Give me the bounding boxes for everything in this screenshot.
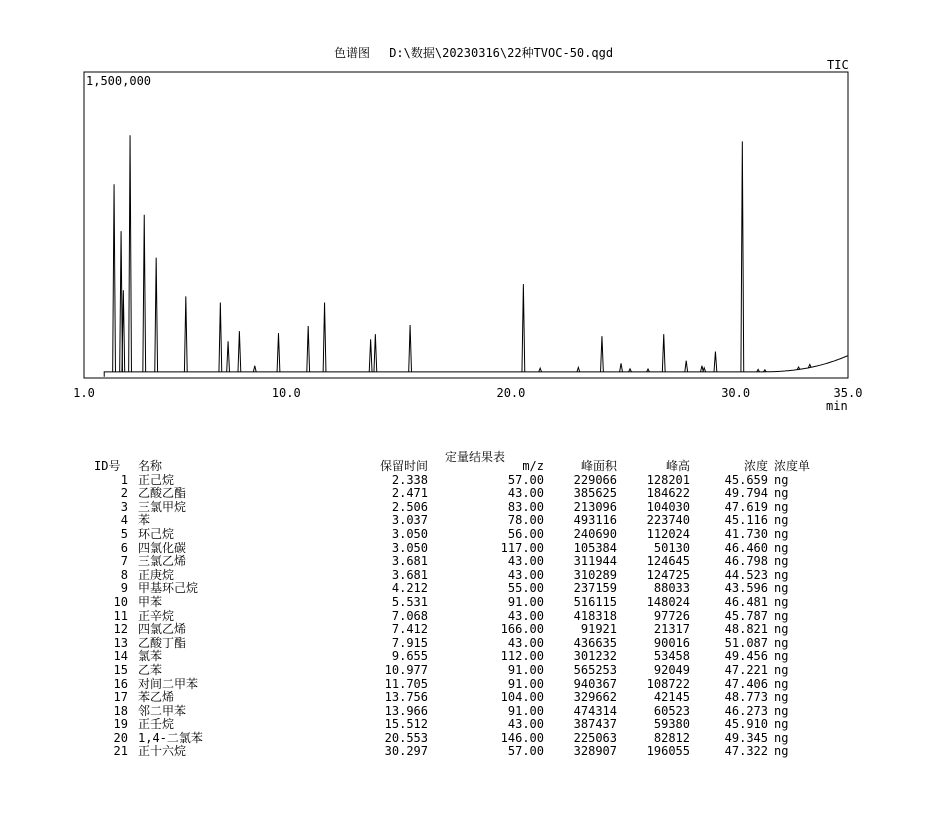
peak [227, 341, 230, 372]
cell-retention-time: 10.977 [384, 662, 428, 677]
cell-peak-height: 128201 [646, 472, 690, 487]
peak [601, 336, 604, 372]
col-header-peak-area: 峰面积 [580, 459, 617, 473]
cell-concentration: 47.619 [724, 499, 768, 514]
peak-marks [113, 135, 812, 372]
cell-retention-time: 2.471 [391, 486, 428, 501]
cell-retention-time: 30.297 [384, 744, 428, 759]
cell-id: 19 [113, 717, 128, 732]
cell-mz: 112.00 [500, 649, 544, 664]
cell-peak-area: 311944 [573, 554, 617, 569]
cell-concentration: 48.821 [724, 622, 768, 637]
peak [620, 363, 623, 372]
cell-mz: 146.00 [500, 730, 544, 745]
cell-name: 四氯乙烯 [138, 622, 187, 637]
cell-retention-time: 3.050 [391, 526, 428, 541]
cell-peak-area: 91921 [580, 622, 617, 637]
cell-mz: 104.00 [500, 690, 544, 705]
cell-id: 14 [113, 649, 128, 664]
cell-concentration: 45.787 [724, 608, 768, 623]
cell-mz: 166.00 [500, 622, 544, 637]
col-header-retention-time: 保留时间 [379, 459, 428, 473]
cell-name: 四氯化碳 [138, 540, 187, 555]
cell-concentration: 41.730 [724, 526, 768, 541]
peak [155, 258, 158, 372]
cell-unit: ng [774, 622, 789, 637]
cell-id: 21 [113, 744, 128, 759]
cell-retention-time: 2.506 [391, 499, 428, 514]
table-row [94, 623, 834, 637]
cell-id: 9 [120, 581, 128, 596]
cell-unit: ng [774, 486, 789, 501]
table-row [94, 528, 834, 542]
cell-name: 氯苯 [138, 649, 163, 664]
cell-name: 邻二甲苯 [138, 703, 187, 718]
table-row [94, 487, 834, 501]
table-row [94, 474, 834, 488]
cell-id: 3 [120, 499, 128, 514]
cell-mz: 57.00 [507, 472, 544, 487]
x-unit-label: min [826, 399, 848, 413]
col-header-unit: 浓度单 [774, 459, 811, 473]
cell-concentration: 47.322 [724, 744, 768, 759]
cell-retention-time: 9.655 [391, 649, 428, 664]
cell-peak-height: 97726 [653, 608, 690, 623]
cell-peak-area: 310289 [573, 567, 617, 582]
cell-retention-time: 7.412 [391, 622, 428, 637]
cell-id: 5 [120, 526, 128, 541]
cell-name: 苯乙烯 [138, 690, 175, 705]
table-row [94, 664, 834, 678]
cell-peak-height: 92049 [653, 662, 690, 677]
quant-results-table [94, 460, 834, 759]
peak [539, 368, 542, 372]
cell-id: 20 [113, 730, 128, 745]
table-row [94, 732, 834, 746]
cell-id: 11 [113, 608, 128, 623]
cell-unit: ng [774, 744, 789, 759]
cell-name: 正十六烷 [138, 744, 187, 759]
title-file-path: D:\数据\20230316\22种TVOC-50.qgd [389, 46, 614, 60]
col-header-concentration: 浓度 [743, 459, 768, 473]
cell-concentration: 45.659 [724, 472, 768, 487]
x-axis-ticks [73, 386, 862, 400]
cell-mz: 55.00 [507, 581, 544, 596]
cell-unit: ng [774, 662, 789, 677]
peak [307, 326, 310, 372]
cell-concentration: 46.273 [724, 703, 768, 718]
cell-id: 12 [113, 622, 128, 637]
cell-mz: 43.00 [507, 717, 544, 732]
peak [184, 296, 187, 371]
cell-mz: 83.00 [507, 499, 544, 514]
cell-unit: ng [774, 581, 789, 596]
tic-trace [104, 356, 848, 377]
signal-label: TIC [827, 58, 849, 72]
table-row [94, 705, 834, 719]
table-header-row [94, 460, 834, 474]
cell-mz: 91.00 [507, 676, 544, 691]
cell-unit: ng [774, 540, 789, 555]
cell-retention-time: 13.756 [384, 690, 428, 705]
peak [122, 290, 125, 372]
cell-peak-height: 104030 [646, 499, 690, 514]
cell-peak-height: 184622 [646, 486, 690, 501]
cell-peak-area: 105384 [573, 540, 617, 555]
cell-name: 乙苯 [138, 662, 163, 677]
cell-retention-time: 20.553 [384, 730, 428, 745]
cell-peak-area: 474314 [573, 703, 617, 718]
cell-peak-height: 53458 [653, 649, 690, 664]
col-header-id: ID号 [94, 459, 121, 473]
cell-unit: ng [774, 594, 789, 609]
table-row [94, 745, 834, 759]
x-tick-label: 30.0 [721, 386, 751, 400]
table-row [94, 596, 834, 610]
cell-peak-height: 60523 [653, 703, 690, 718]
cell-peak-area: 240690 [573, 526, 617, 541]
cell-peak-height: 223740 [646, 513, 690, 528]
cell-name: 乙酸乙酯 [138, 486, 187, 501]
cell-retention-time: 7.915 [391, 635, 428, 650]
table-row [94, 514, 834, 528]
cell-mz: 43.00 [507, 608, 544, 623]
cell-retention-time: 3.037 [391, 513, 428, 528]
cell-mz: 43.00 [507, 554, 544, 569]
cell-mz: 78.00 [507, 513, 544, 528]
cell-peak-height: 21317 [653, 622, 690, 637]
cell-concentration: 46.798 [724, 554, 768, 569]
cell-name: 甲苯 [138, 594, 163, 609]
cell-concentration: 47.221 [724, 662, 768, 677]
cell-unit: ng [774, 567, 789, 582]
cell-name: 三氯甲烷 [138, 499, 187, 514]
cell-name: 对间二甲苯 [138, 676, 199, 691]
cell-id: 17 [113, 690, 128, 705]
cell-unit: ng [774, 676, 789, 691]
cell-mz: 91.00 [507, 594, 544, 609]
table-row [94, 501, 834, 515]
col-header-name: 名称 [138, 459, 163, 473]
table-row [94, 542, 834, 556]
cell-name: 环己烷 [138, 526, 175, 541]
results-table-body [94, 474, 834, 759]
x-tick-label: 1.0 [73, 386, 95, 400]
cell-peak-height: 124725 [646, 567, 690, 582]
cell-mz: 56.00 [507, 526, 544, 541]
x-tick-label: 10.0 [271, 386, 301, 400]
cell-peak-area: 436635 [573, 635, 617, 650]
cell-mz: 91.00 [507, 662, 544, 677]
cell-concentration: 46.481 [724, 594, 768, 609]
cell-unit: ng [774, 513, 789, 528]
cell-unit: ng [774, 730, 789, 745]
cell-mz: 117.00 [500, 540, 544, 555]
cell-peak-area: 301232 [573, 649, 617, 664]
cell-id: 4 [120, 513, 128, 528]
cell-mz: 43.00 [507, 486, 544, 501]
cell-mz: 91.00 [507, 703, 544, 718]
cell-peak-height: 112024 [646, 526, 690, 541]
cell-id: 18 [113, 703, 128, 718]
cell-unit: ng [774, 649, 789, 664]
x-tick-label: 35.0 [833, 386, 863, 400]
peak [143, 215, 146, 372]
cell-name: 正壬烷 [138, 717, 175, 732]
cell-peak-height: 108722 [646, 676, 690, 691]
cell-peak-area: 516115 [573, 594, 617, 609]
cell-peak-height: 90016 [653, 635, 690, 650]
cell-unit: ng [774, 608, 789, 623]
cell-id: 2 [120, 486, 128, 501]
cell-peak-height: 124645 [646, 554, 690, 569]
table-row [94, 637, 834, 651]
cell-retention-time: 5.531 [391, 594, 428, 609]
table-row [94, 650, 834, 664]
cell-retention-time: 4.212 [391, 581, 428, 596]
cell-retention-time: 7.068 [391, 608, 428, 623]
cell-peak-area: 229066 [573, 472, 617, 487]
cell-id: 8 [120, 567, 128, 582]
peak [253, 366, 256, 372]
peak [238, 331, 241, 372]
cell-retention-time: 15.512 [384, 717, 428, 732]
cell-peak-height: 88033 [653, 581, 690, 596]
cell-retention-time: 13.966 [384, 703, 428, 718]
cell-name: 乙酸丁酯 [138, 635, 187, 650]
cell-retention-time: 3.050 [391, 540, 428, 555]
peak [113, 184, 116, 372]
cell-peak-height: 148024 [646, 594, 690, 609]
cell-unit: ng [774, 526, 789, 541]
cell-name: 正庚烷 [138, 567, 175, 582]
cell-name: 苯 [138, 513, 151, 528]
cell-peak-area: 493116 [573, 513, 617, 528]
peak [409, 325, 412, 372]
cell-id: 13 [113, 635, 128, 650]
plot-frame [84, 72, 848, 378]
results-table-title: 定量结果表 [444, 450, 505, 464]
cell-id: 15 [113, 662, 128, 677]
cell-concentration: 43.596 [724, 581, 768, 596]
cell-peak-area: 213096 [573, 499, 617, 514]
peak [219, 303, 222, 372]
peak [714, 351, 717, 371]
cell-retention-time: 3.681 [391, 554, 428, 569]
table-row [94, 610, 834, 624]
table-row [94, 691, 834, 705]
cell-peak-height: 82812 [653, 730, 690, 745]
peak [662, 334, 665, 372]
cell-unit: ng [774, 635, 789, 650]
cell-concentration: 51.087 [724, 635, 768, 650]
peak [277, 333, 280, 372]
cell-concentration: 44.523 [724, 567, 768, 582]
cell-peak-height: 42145 [653, 690, 690, 705]
table-row [94, 718, 834, 732]
cell-peak-area: 565253 [573, 662, 617, 677]
cell-unit: ng [774, 472, 789, 487]
cell-id: 7 [120, 554, 128, 569]
cell-concentration: 46.460 [724, 540, 768, 555]
cell-id: 10 [113, 594, 128, 609]
y-max-label: 1,500,000 [86, 74, 152, 88]
peak [741, 141, 744, 372]
cell-unit: ng [774, 499, 789, 514]
cell-unit: ng [774, 703, 789, 718]
cell-id: 1 [120, 472, 128, 487]
cell-peak-area: 385625 [573, 486, 617, 501]
cell-concentration: 49.456 [724, 649, 768, 664]
cell-peak-area: 940367 [573, 676, 617, 691]
table-row [94, 555, 834, 569]
cell-peak-area: 328907 [573, 744, 617, 759]
cell-peak-area: 237159 [573, 581, 617, 596]
peak [129, 135, 132, 372]
col-header-peak-height: 峰高 [665, 459, 690, 473]
col-header-mz: m/z [522, 459, 544, 473]
cell-concentration: 45.910 [724, 717, 768, 732]
cell-mz: 57.00 [507, 744, 544, 759]
cell-unit: ng [774, 554, 789, 569]
cell-retention-time: 2.338 [391, 472, 428, 487]
cell-peak-area: 418318 [573, 608, 617, 623]
table-row [94, 582, 834, 596]
peak [685, 361, 688, 372]
cell-peak-height: 50130 [653, 540, 690, 555]
cell-peak-height: 59380 [653, 717, 690, 732]
peak [703, 368, 706, 372]
table-row [94, 569, 834, 583]
cell-name: 正己烷 [138, 472, 175, 487]
cell-peak-height: 196055 [646, 744, 690, 759]
peak [522, 284, 525, 372]
cell-peak-area: 329662 [573, 690, 617, 705]
cell-name: 1,4-二氯苯 [138, 730, 203, 745]
cell-peak-area: 225063 [573, 730, 617, 745]
peak [323, 303, 326, 372]
cell-mz: 43.00 [507, 635, 544, 650]
peak [577, 367, 580, 371]
cell-concentration: 47.406 [724, 676, 768, 691]
cell-retention-time: 3.681 [391, 567, 428, 582]
cell-mz: 43.00 [507, 567, 544, 582]
cell-name: 甲基环己烷 [138, 581, 199, 596]
cell-concentration: 49.794 [724, 486, 768, 501]
table-row [94, 678, 834, 692]
cell-concentration: 48.773 [724, 690, 768, 705]
cell-name: 正辛烷 [138, 608, 175, 623]
cell-retention-time: 11.705 [384, 676, 428, 691]
x-tick-label: 20.0 [496, 386, 526, 400]
peak [374, 334, 377, 372]
cell-unit: ng [774, 717, 789, 732]
cell-unit: ng [774, 690, 789, 705]
title-label: 色谱图 [333, 46, 370, 60]
cell-id: 6 [120, 540, 128, 555]
peak [369, 339, 372, 372]
cell-id: 16 [113, 676, 128, 691]
cell-peak-area: 387437 [573, 717, 617, 732]
cell-concentration: 45.116 [724, 513, 768, 528]
cell-name: 三氯乙烯 [138, 554, 187, 569]
cell-concentration: 49.345 [724, 730, 768, 745]
